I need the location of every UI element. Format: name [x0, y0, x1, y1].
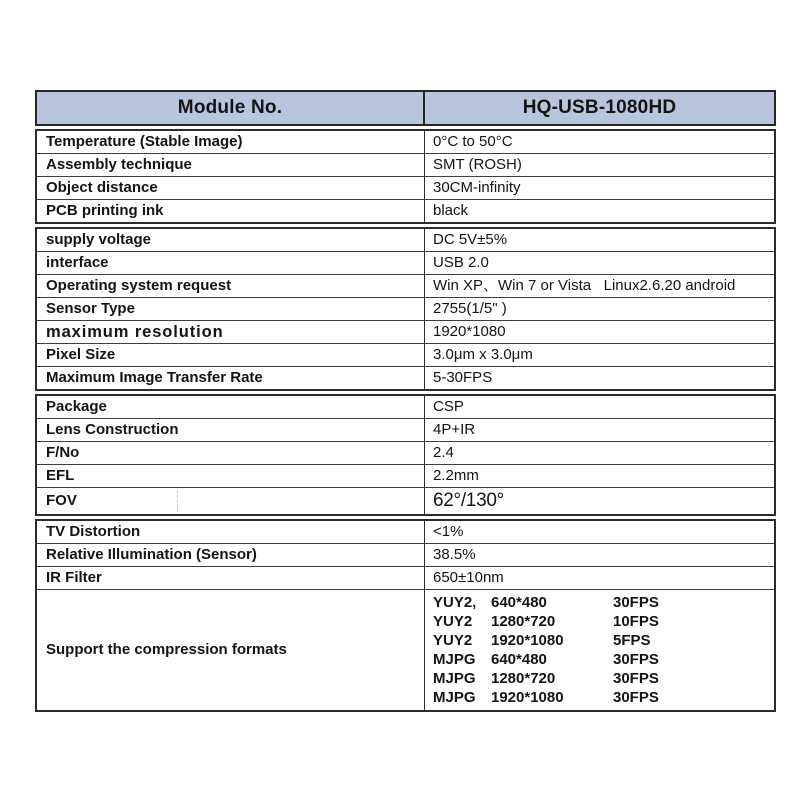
spec-value: CSP — [433, 398, 464, 416]
spec-value: DC 5V±5% — [433, 231, 508, 249]
spec-group — [35, 129, 776, 224]
spec-label: interface — [37, 252, 425, 274]
spec-value: 2.4 — [433, 444, 454, 462]
spec-row — [37, 343, 774, 366]
compression-lines — [433, 591, 659, 709]
compression-line — [433, 593, 659, 612]
spec-row — [37, 131, 774, 153]
spec-value: 4P+IR — [433, 421, 476, 439]
compression-format: MJPG — [433, 651, 476, 668]
scan-artifact-line — [177, 490, 178, 512]
table-header-row — [35, 90, 776, 126]
spec-row — [37, 464, 774, 487]
spec-value: 0°C to 50°C — [433, 133, 513, 151]
compression-formats-label: Support the compression formats — [37, 590, 425, 710]
spec-label: FOV — [37, 488, 425, 514]
compression-format: YUY2, — [433, 594, 477, 611]
spec-row — [37, 297, 774, 320]
spec-value: 38.5% — [433, 546, 476, 564]
spec-label: Sensor Type — [37, 298, 425, 320]
spec-row — [37, 441, 774, 464]
compression-fps: 30FPS — [613, 689, 659, 706]
spec-value: 30CM-infinity — [433, 179, 521, 197]
compression-resolution: 640*480 — [491, 651, 547, 668]
spec-value: 650±10nm — [433, 569, 504, 587]
compression-line — [433, 631, 659, 650]
compression-fps: 30FPS — [613, 670, 659, 687]
spec-label: PCB printing ink — [37, 200, 425, 222]
spec-value: 62°/130° — [433, 490, 504, 512]
spec-label: F/No — [37, 442, 425, 464]
spec-value: USB 2.0 — [433, 254, 489, 272]
spec-value: <1% — [433, 523, 464, 541]
spec-row — [37, 229, 774, 251]
spec-row — [37, 251, 774, 274]
spec-label: Assembly technique — [37, 154, 425, 176]
spec-row — [37, 153, 774, 176]
spec-row — [37, 487, 774, 514]
spec-row — [37, 176, 774, 199]
spec-group — [35, 227, 776, 391]
compression-fps: 30FPS — [613, 651, 659, 668]
spec-value: 3.0μm x 3.0μm — [433, 346, 533, 364]
compression-formats-row — [37, 589, 774, 710]
spec-value: 2755(1/5" ) — [433, 300, 507, 318]
compression-format: MJPG — [433, 689, 476, 706]
spec-row — [37, 320, 774, 343]
spec-value: SMT (ROSH) — [433, 156, 522, 174]
spec-label: Object distance — [37, 177, 425, 199]
spec-label: Operating system request — [37, 275, 425, 297]
spec-label: Relative Illumination (Sensor) — [37, 544, 425, 566]
compression-fps: 10FPS — [613, 613, 659, 630]
spec-label: supply voltage — [37, 229, 425, 251]
spec-label: EFL — [37, 465, 425, 487]
compression-resolution: 1280*720 — [491, 613, 556, 630]
spec-row — [37, 199, 774, 222]
compression-format: YUY2 — [433, 632, 473, 649]
spec-value: black — [433, 202, 469, 220]
compression-fps: 5FPS — [613, 632, 651, 649]
spec-label: TV Distortion — [37, 521, 425, 543]
compression-line — [433, 669, 659, 688]
spec-label: Maximum Image Transfer Rate — [37, 367, 425, 389]
compression-resolution: 1280*720 — [491, 670, 556, 687]
spec-row — [37, 274, 774, 297]
compression-resolution: 640*480 — [491, 594, 547, 611]
spec-value: Win XP、Win 7 or Vista Linux2.6.20 android — [433, 277, 736, 295]
spec-group — [35, 519, 776, 712]
spec-groups-container — [35, 129, 776, 712]
header-module-no: Module No. — [37, 92, 425, 124]
spec-row — [37, 521, 774, 543]
spec-label: maximum resolution — [37, 321, 425, 343]
spec-value: 1920*1080 — [433, 323, 506, 341]
compression-line — [433, 688, 659, 707]
compression-format: MJPG — [433, 670, 476, 687]
spec-value: 2.2mm — [433, 467, 479, 485]
compression-resolution: 1920*1080 — [491, 689, 564, 706]
spec-label: Temperature (Stable Image) — [37, 131, 425, 153]
header-model-number: HQ-USB-1080HD — [522, 97, 677, 118]
compression-format: YUY2 — [433, 613, 473, 630]
spec-label: IR Filter — [37, 567, 425, 589]
spec-row — [37, 366, 774, 389]
compression-resolution: 1920*1080 — [491, 632, 564, 649]
spec-label: Lens Construction — [37, 419, 425, 441]
compression-fps: 30FPS — [613, 594, 659, 611]
spec-row — [37, 543, 774, 566]
spec-row — [37, 566, 774, 589]
spec-row — [37, 418, 774, 441]
compression-line — [433, 650, 659, 669]
spec-table — [35, 90, 776, 712]
compression-formats-value — [425, 590, 774, 710]
spec-label: Pixel Size — [37, 344, 425, 366]
spec-group — [35, 394, 776, 516]
compression-line — [433, 612, 659, 631]
spec-row — [37, 396, 774, 418]
spec-label: Package — [37, 396, 425, 418]
spec-value: 5-30FPS — [433, 369, 493, 387]
